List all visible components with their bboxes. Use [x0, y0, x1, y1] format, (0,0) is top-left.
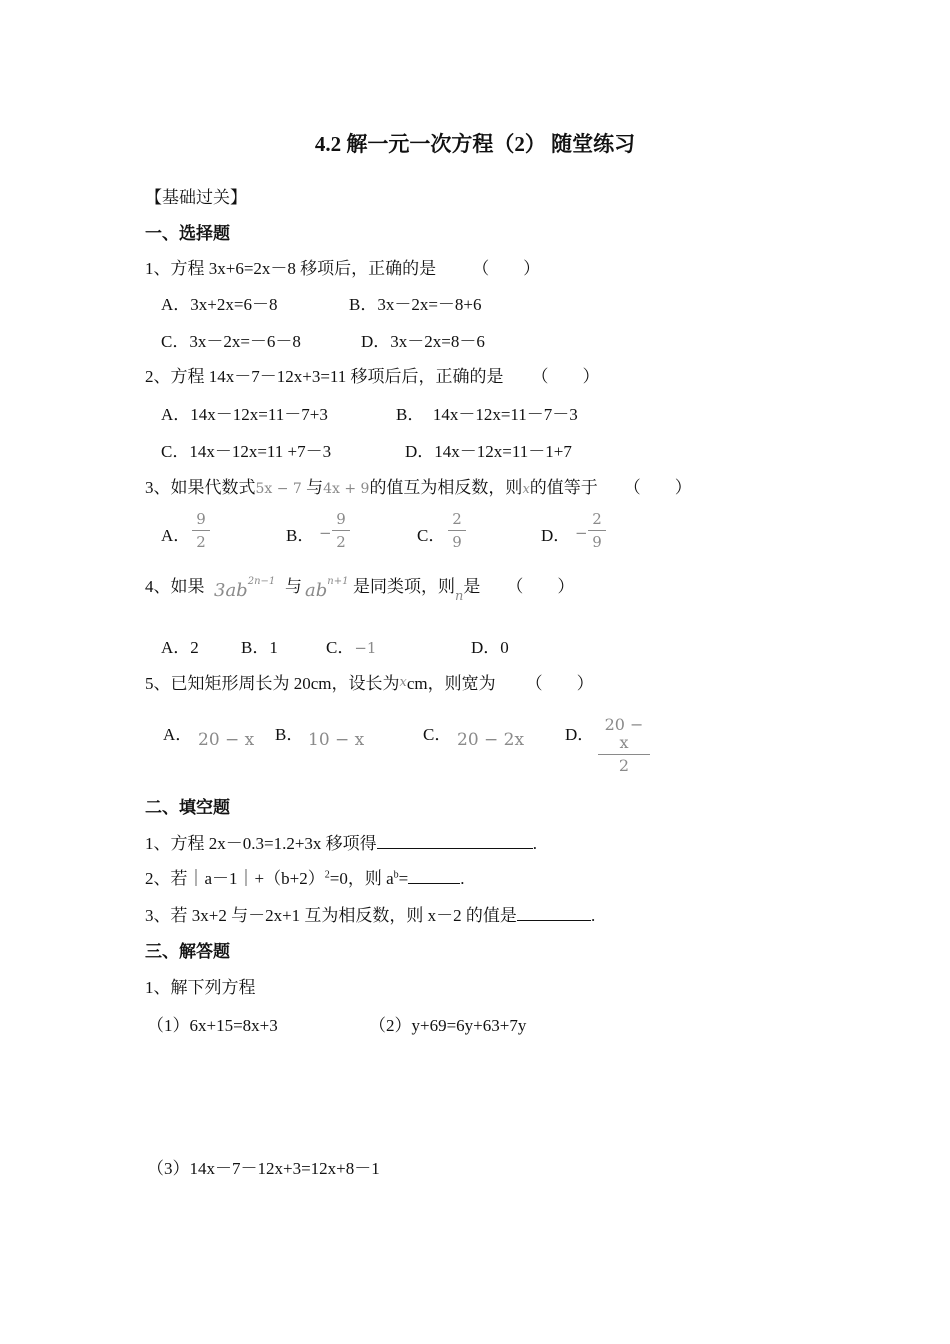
- q2-option-c: C．14x－12x=11 +7－3: [161, 442, 332, 461]
- q3-option-d-minus: −: [575, 524, 588, 542]
- question-5-stem: 5、已知矩形周长为 20cm，设长为xcm，则宽为 （ ）: [145, 674, 594, 693]
- q5-option-d-fraction: 20 − x 2: [598, 716, 650, 775]
- q1-option-b: B．3x－2x=－8+6: [349, 295, 482, 314]
- q5-option-b-label: B．: [275, 725, 304, 744]
- q5-option-a-label: A．: [163, 725, 193, 744]
- q5-option-a-expr: 20 − x: [198, 730, 255, 750]
- q2-option-d: D．14x－12x=11－1+7: [405, 442, 572, 461]
- fill-2-blank[interactable]: [408, 869, 460, 884]
- q3-option-a-fraction: 9 2: [192, 510, 210, 551]
- q3-variable: x: [522, 482, 530, 497]
- q5-answer-paren: （ ）: [525, 674, 594, 693]
- q4-option-c: C．−1: [326, 638, 377, 657]
- q5-option-d-label: D．: [565, 725, 595, 744]
- q5-option-c-label: C．: [423, 725, 452, 744]
- q4-text-b: 与: [285, 577, 302, 596]
- q3-expression-1: 5x − 7: [255, 481, 302, 497]
- q3-option-d-label: D．: [541, 526, 571, 545]
- q4-option-d: D．0: [471, 638, 509, 657]
- page-title: 4.2 解一元一次方程（2） 随堂练习: [314, 132, 636, 156]
- q4-text-a: 4、如果: [145, 577, 205, 596]
- q1-text: 1、方程 3x+6=2x－8 移项后，正确的是: [145, 259, 437, 278]
- q2-option-b: B． 14x－12x=11－7－3: [396, 405, 578, 424]
- q3-answer-paren: （ ）: [623, 478, 692, 497]
- q3-text-c: 的值互为相反数，则: [369, 478, 523, 497]
- fill-3-blank[interactable]: [517, 906, 591, 921]
- q1-option-c: C．3x－2x=－6－8: [161, 332, 301, 351]
- q3-text-a: 3、如果代数式: [145, 478, 256, 497]
- q3-option-b-minus: −: [319, 524, 332, 542]
- question-2-stem: [145, 362, 600, 387]
- q4-option-b: B．1: [241, 638, 278, 657]
- solve-1-part-1: （1）6x+15=8x+3: [147, 1016, 278, 1035]
- q1-option-a: A．3x+2x=6－8: [161, 295, 278, 314]
- q2-text: 2、方程 14x－7－12x+3=11 移项后后，正确的是: [145, 367, 504, 386]
- q4-term-1: $3ab^{2n-1}$: [214, 576, 276, 601]
- q3-text-b: 与: [306, 478, 324, 497]
- q4-answer-paren: （ ）: [506, 577, 575, 596]
- q4-text-c: 是同类项，则$_n$是 （ ）: [353, 577, 575, 604]
- solve-1-heading: 1、解下列方程: [145, 978, 256, 997]
- q4-option-a: A．2: [161, 638, 199, 657]
- question-1-stem: [145, 254, 540, 279]
- q3-option-c-label: C．: [417, 526, 446, 545]
- q4-term-2: $ab^{n+1}$: [305, 576, 349, 601]
- fill-1-blank[interactable]: [377, 834, 533, 849]
- q5-option-c-expr: 20 − 2x: [457, 730, 525, 750]
- fill-1: 1、方程 2x－0.3=1.2+3x 移项得 .: [145, 834, 537, 853]
- q3-expression-2: 4x + 9: [323, 481, 370, 497]
- q2-option-a: A．14x－12x=11－7+3: [161, 405, 328, 424]
- q1-option-d: D．3x－2x=8－6: [361, 332, 485, 351]
- q2-answer-paren: （ ）: [531, 367, 600, 386]
- section-basic: 【基础过关】: [145, 188, 247, 207]
- solve-1-part-3: （3）14x－7－12x+3=12x+8－1: [147, 1159, 380, 1178]
- q3-option-b-fraction: 9 2: [332, 510, 350, 551]
- q3-option-a-label: A．: [161, 526, 191, 545]
- q5-variable: x: [399, 675, 407, 690]
- q4-variable: n: [455, 589, 464, 604]
- q3-option-d-fraction: 2 9: [588, 510, 606, 551]
- q4-option-c-value: −1: [354, 639, 377, 657]
- question-3-stem: [145, 473, 692, 498]
- section-solve-heading: 三、解答题: [145, 942, 230, 961]
- solve-1-part-2: （2）y+69=6y+63+7y: [369, 1016, 527, 1035]
- fill-2: 2、若$|a-1|+(b+2)^2=0$，则 $a^b=$ .: [145, 869, 465, 888]
- section-choice-heading: 一、选择题: [145, 224, 230, 243]
- q3-text-d: 的值等于: [529, 478, 598, 497]
- q3-option-c-fraction: 2 9: [448, 510, 466, 551]
- q3-option-b-label: B．: [286, 526, 315, 545]
- q5-option-b-expr: 10 − x: [308, 730, 365, 750]
- section-fill-heading: 二、填空题: [145, 798, 230, 817]
- q1-answer-paren: （ ）: [472, 259, 541, 278]
- fill-3: 3、若 3x+2 与－2x+1 互为相反数，则 x－2 的值是 .: [145, 906, 596, 925]
